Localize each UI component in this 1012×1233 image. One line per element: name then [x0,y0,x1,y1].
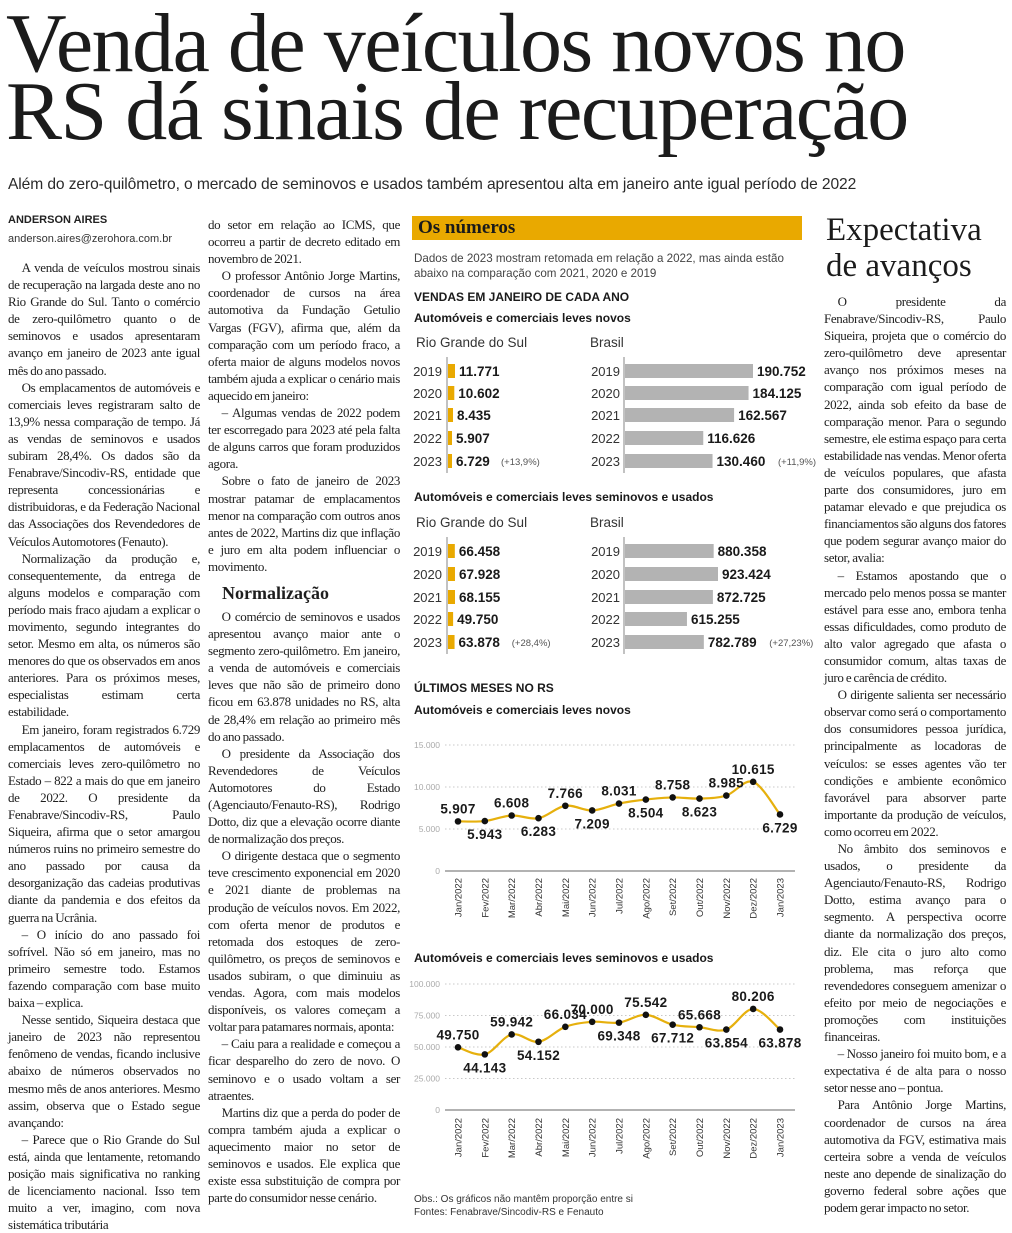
year-label: 2019 [591,544,620,559]
region-label: Rio Grande do Sul [416,515,528,530]
paragraph: – Nosso janeiro foi muito bom, e a expectativa é de alta para o nosso setor nesse ano – pontua. [824,1046,1006,1096]
data-point [750,779,757,786]
data-label: 80.206 [731,988,775,1004]
paragraph: O presidente da Fenabrave/Sincodiv-RS, Paulo Siqueira, projeta que o comércio do zero-quilômetro deve apresentar avanço nos próximos meses na comparação com igual período de 2022, ainda sob efeito da base de comparação menor. Para o segundo semestre, ele estima espaço para certa estabilidade nas vendas. Menor oferta de veículos populares, que afasta parte dos consumidores, juro em patamar elevado e que prejudica os financiamentos são alguns dos fatores que podem segurar avanço maior do setor, avalia: [824,294,1006,566]
bar [625,454,713,468]
data-point [723,1026,730,1033]
data-point [562,802,569,809]
bar-value-label: 8.435 [457,408,491,423]
data-label: 10.615 [731,761,775,777]
infographic-title: Os números [418,217,516,238]
data-label: 49.750 [436,1027,480,1043]
y-tick-label: 50.000 [414,1042,440,1052]
bar [625,635,704,649]
data-point [589,807,596,814]
data-point [669,1021,676,1028]
section-title-january-sales: VENDAS EM JANEIRO DE CADA ANO [414,290,630,304]
data-label: 67.712 [651,1030,695,1046]
year-label: 2020 [591,386,620,401]
data-label: 75.542 [624,994,668,1010]
paragraph: O dirigente destaca que o segmento teve crescimento exponencial em 2020 e 2021 diante de problemas na produção de veículos novos. Em 2022, com oferta menor de produtos e retomada dos estoques de zero-quilômetro, os preços de seminovos e usados subiram, o que diminuiu as vendas. Agora, com mais modelos disponíveis, os valores começam a voltar para patamares normais, aponta: [208,848,400,1035]
paragraph: do setor em relação ao ICMS, que ocorreu a partir de decreto editado em novembro de 2021. [208,217,400,267]
data-label: 5.943 [467,827,503,843]
x-tick-label: Dez/2022 [748,1118,760,1159]
year-label: 2023 [591,635,620,650]
year-label: 2020 [413,567,442,582]
data-label: 8.623 [681,804,718,820]
chart-note: Obs.: Os gráficos não mantêm proporção entre si [414,1194,633,1205]
year-label: 2021 [591,408,620,423]
data-point [482,818,489,825]
y-tick-label: 25.000 [414,1073,440,1084]
x-tick-label: Mar/2022 [507,878,519,919]
bar-value-label: 11.771 [459,364,500,379]
bar-value-label: 5.907 [456,431,490,446]
article-column-2 [208,216,400,1206]
bar [625,408,734,422]
bar-value-label: 130.460 [716,454,766,469]
paragraph: O dirigente salienta ser necessário observar como será o comportamento dos consumidores pessoa jurídica, principalmente as locadoras de veículos: se esses agentes vão ter condições e ambiente econômico favorável para absorver parte importante da produção de veículos, como ocorreu em 2022. [824,687,1006,839]
year-label: 2019 [413,544,442,559]
bar [448,567,455,581]
bar [625,431,703,445]
data-label: 5.907 [440,801,476,817]
x-tick-label: Jul/2022 [614,878,626,914]
data-point [562,1023,569,1030]
bar [625,386,749,400]
year-label: 2021 [413,408,442,423]
x-tick-label: Out/2022 [695,878,706,918]
bar-value-label: 162.567 [738,408,787,423]
x-tick-label: Set/2022 [668,878,680,917]
change-percent-label: (+27,23%) [769,638,814,649]
bar-value-label: 49.750 [457,612,499,627]
x-tick-label: Jun/2022 [587,1118,599,1158]
bar-value-label: 66.458 [458,544,501,559]
data-label: 69.348 [597,1028,641,1044]
x-tick-label: Jan/2022 [453,878,465,918]
bar [448,408,453,422]
line-chart-title-used: Automóveis e comerciais leves seminovos e usados [414,951,714,965]
bar-value-label: 63.878 [458,635,500,650]
data-point [616,1019,623,1026]
data-label: 63.878 [758,1035,802,1051]
year-label: 2022 [413,431,442,446]
subtitle: Além do zero-quilômetro, o mercado de seminovos e usados também apresentou alta em janeiro ante igual período de 2022 [8,176,857,193]
bar-value-label: 116.626 [707,431,756,446]
bar-value-label: 184.125 [752,386,802,401]
year-label: 2020 [591,567,620,582]
paragraph: Em janeiro, foram registrados 6.729 emplacamentos de automóveis e comerciais leves zero-quilômetro no Estado – 822 a mais do que em janeiro de 2022. O presidente da Fenabrave/Sincodiv-RS, Paulo Siqueira, afirma que o setor amargou números ruins no primeiro semestre do ano passado por causa da desorganização das cadeias produtivas diante da pandemia e dos efeitos da guerra na Ucrânia. [8,721,200,925]
x-tick-label: Jun/2022 [587,878,599,918]
headline-line-2: RS dá sinais de recuperação [6,65,908,158]
bar [625,364,753,378]
year-label: 2023 [413,454,442,469]
x-tick-label: Nov/2022 [721,1118,733,1159]
region-label: Rio Grande do Sul [416,335,528,350]
bar-value-label: 190.752 [757,364,806,379]
data-point [777,811,784,818]
data-label: 65.668 [677,1007,722,1023]
x-tick-label: Abr/2022 [534,878,545,917]
year-label: 2021 [591,590,620,605]
x-tick-label: Dez/2022 [748,878,760,919]
bar-value-label: 67.928 [458,567,501,582]
byline-author: ANDERSON AIRES [8,214,108,226]
y-tick-label: 100.000 [409,979,440,989]
paragraph: O presidente da Associação dos Revendedores de Veículos Automotores do Estado (Agenciauto/Fenauto-RS), Rodrigo Dotto, diz que a elevação ocorre diante de normalização dos preços. [208,745,400,847]
infographic-description: Dados de 2023 mostram retomada em relação a 2022, mas ainda estão abaixo na comparação com 2021, 2020 e 2019 [414,252,784,280]
data-label: 8.758 [655,777,691,793]
bar-value-label: 10.602 [458,386,500,401]
data-label: 7.209 [574,816,610,832]
y-tick-label: 15.000 [414,740,440,750]
x-tick-label: Abr/2022 [534,1118,545,1157]
bar [448,454,452,468]
bar-value-label: 6.729 [456,454,490,469]
paragraph: – Algumas vendas de 2022 podem ter escorregado para 2023 até pela falta de alguns carros que foram produzidos agora. [208,405,400,472]
data-label: 6.283 [520,824,557,840]
y-tick-label: 0 [435,866,440,876]
paragraph: O professor Antônio Jorge Martins, coordenador de cursos na área automotiva da Fundação Getulio Vargas (FGV), afirma que, além da comparação com um período fraco, a oferta maior de alguns modelos novos também ajuda a explicar o cenário mais aquecido em janeiro: [208,268,400,403]
bar [448,364,455,378]
line-chart-title-new: Automóveis e comerciais leves novos [414,703,631,717]
bar [448,590,455,604]
data-line [458,1006,780,1055]
year-label: 2019 [591,364,620,379]
bar-value-label: 68.155 [459,590,501,605]
x-tick-label: Jan/2023 [775,1118,787,1158]
paragraph: – O início do ano passado foi sofrível. Não só em janeiro, mas no primeiro semestre todo. Estamos fazendo comparação com base muito baixa – explica. [8,926,200,1011]
data-line [458,781,780,821]
region-label: Brasil [590,335,624,350]
paragraph: No âmbito dos seminovos e usados, o presidente da Agenciauto/Fenauto-RS, Rodrigo Dotto, estima avanço para o segmento. A perspectiva ocorre diante da normalização dos preços, diz. Ele cita o juro alto como problema, mas reforça que revendedores conseguem amenizar o efeito por meio de negociações e promoções com instituições financeiras. [824,841,1006,1045]
data-point [455,1044,462,1051]
paragraph: Normalização da produção e, consequentemente, da entrega de alguns modelos e comparação com período mais fraco ajudam a explicar o movimento, segundo integrantes do setor. Mesmo em alta, os números são menores do que os observados em anos anteriores. Para os próximos meses, especialistas estimam certa estabilidade. [8,550,200,720]
bar [448,386,454,400]
paragraph: A venda de veículos mostrou sinais de recuperação na largada deste ano no Rio Grande do Sul. Tanto o comércio de zero-quilômetro quanto o de seminovos e usados apresentaram avanço em janeiro de 2023 ante igual mês do ano passado. [8,260,200,378]
data-label: 8.031 [601,783,637,799]
x-tick-label: Mai/2022 [560,878,572,918]
year-label: 2022 [591,612,620,627]
paragraph: Para Antônio Jorge Martins, coordenador de cursos na área automotiva da FGV, estimativa mais certeira sobre a venda de veículos neste ano depende de sinalização do governo federal sobre ações que podem gerar impacto no setor. [824,1097,1006,1215]
data-point [643,1012,650,1019]
chart-title-used-vehicles: Automóveis e comerciais leves seminovos e usados [414,490,714,504]
year-label: 2020 [413,386,442,401]
data-label: 8.985 [708,775,744,791]
year-label: 2023 [591,454,620,469]
data-point [535,815,542,822]
data-label: 59.942 [490,1014,534,1030]
bar [625,590,713,604]
paragraph: – Estamos apostando que o mercado pelo menos possa se manter estável para esse ano, embora tenha essas dificuldades, como produto de alto valor agregado que afasta o consumidor comum, altas taxas de juro e carência de crédito. [824,567,1006,686]
year-label: 2022 [413,612,442,627]
x-tick-label: Mai/2022 [560,1118,572,1158]
data-point [723,792,730,799]
headline [6,0,1012,158]
data-label: 8.504 [628,805,664,821]
bar [625,612,687,626]
article-column-1 [8,259,200,1233]
bar [625,567,718,581]
x-tick-label: Mar/2022 [507,1118,519,1159]
x-tick-label: Jan/2022 [453,1118,465,1158]
bar [448,431,452,445]
data-label: 6.729 [762,820,798,836]
x-tick-label: Jan/2023 [775,878,787,918]
paragraph: – Caiu para a realidade e começou a ficar desparelho do zero de novo. O seminovo e o usado voltam a ser atraentes. [208,1036,400,1103]
year-label: 2019 [413,364,442,379]
x-tick-label: Fev/2022 [480,878,492,918]
data-point [508,1031,515,1038]
x-tick-label: Set/2022 [668,1118,680,1157]
y-tick-label: 10.000 [414,782,440,792]
data-point [455,818,462,825]
chart-title-new-vehicles: Automóveis e comerciais leves novos [414,311,631,325]
section-title-last-months: ÚLTIMOS MESES NO RS [414,681,554,695]
bar-value-label: 872.725 [716,590,766,605]
x-tick-label: Ago/2022 [641,878,653,919]
paragraph: Martins diz que a perda do poder de compra também ajuda a explicar o aquecimento maior no setor de seminovos e usados. Ele explica que existe essa substituição de compra por parte do consumidor nesse cenário. [208,1104,400,1206]
bar-value-label: 615.255 [690,612,740,627]
x-tick-label: Nov/2022 [721,878,733,919]
bar-value-label: 782.789 [707,635,757,650]
paragraph: O comércio de seminovos e usados apresentou avanço maior ante o segmento zero-quilômetro. Em janeiro, a venda de automóveis e comerciais leves que não são de primeiro dono ficou em 63.878 unidades no RS, alta de 28,4% em relação ao primeiro mês do ano passado. [208,608,400,744]
paragraph: – Parece que o Rio Grande do Sul está, ainda que lentamente, retomando posição mais significativa no ranking de licenciamento nacional. Isso tem muito a ver, imagino, com nova sistemática tributária [8,1131,200,1233]
region-label: Brasil [590,515,624,530]
x-tick-label: Jul/2022 [614,1118,626,1154]
bar [448,544,455,558]
chart-sources: Fontes: Fenabrave/Sincodiv-RS e Fenauto [414,1207,604,1218]
year-label: 2021 [413,590,442,605]
change-percent-label: (+13,9%) [501,457,540,468]
bar [448,635,455,649]
data-label: 66.034 [543,1006,587,1022]
paragraph: Os emplacamentos de automóveis e comerciais leves registraram salto de 13,9% nessa comparação de tempo. Já as vendas de seminovos e usados subiram 28,4%. Os dados são da Fenabrave/Sincodiv-RS, entidade que representa concessionárias e distribuidoras, e da Federação Nacional das Associações dos Revendedores de Veículos Automotores (Fenauto). [8,379,200,549]
paragraph: Nesse sentido, Siqueira destaca que janeiro de 2023 não representou fenômeno de vendas, ficando inclusive abaixo de números observados no mesmo mês de anos anteriores. Mesmo assim, observa que o Estado segue avançando: [8,1012,200,1130]
bar [625,544,714,558]
bar [448,612,453,626]
data-point [535,1038,542,1045]
data-point [696,795,703,802]
byline-email[interactable]: anderson.aires@zerohora.com.br [8,233,173,245]
data-label: 63.854 [704,1035,748,1051]
data-label: 6.608 [494,795,530,811]
bar-value-label: 923.424 [722,567,771,582]
change-percent-label: (+28,4%) [511,638,551,649]
year-label: 2022 [591,431,620,446]
data-point [643,796,650,803]
subheading-normalizacao: Normalização [222,582,329,603]
data-point [750,1006,757,1013]
data-label: 70.000 [570,1001,614,1017]
data-label: 7.766 [547,785,583,801]
x-tick-label: Fev/2022 [480,1118,492,1158]
x-tick-label: Out/2022 [695,1118,706,1158]
x-tick-label: Ago/2022 [641,1118,653,1159]
change-percent-label: (+11,9%) [777,457,817,468]
data-point [777,1026,784,1033]
data-label: 54.152 [516,1047,561,1063]
data-point [696,1024,703,1031]
bar-value-label: 880.358 [717,544,767,559]
data-point [508,812,515,819]
data-point [669,794,676,801]
y-tick-label: 5.000 [418,824,440,834]
year-label: 2023 [413,635,442,650]
data-point [589,1019,596,1026]
sidebar-column [824,293,1006,1216]
data-label: 44.143 [463,1060,507,1076]
paragraph: Sobre o fato de janeiro de 2023 mostrar patamar de emplacamentos menor na comparação com outros anos antes de 2022, Martins diz que inflação e juro em alta podem influenciar o movimento. [208,473,400,574]
data-point [616,800,623,807]
y-tick-label: 75.000 [414,1010,440,1021]
data-point [482,1051,489,1058]
y-tick-label: 0 [435,1105,440,1115]
headline-line-1: Venda de veículos novos no [6,0,905,90]
sidebar-heading: Expectativa de avanços [826,212,982,284]
